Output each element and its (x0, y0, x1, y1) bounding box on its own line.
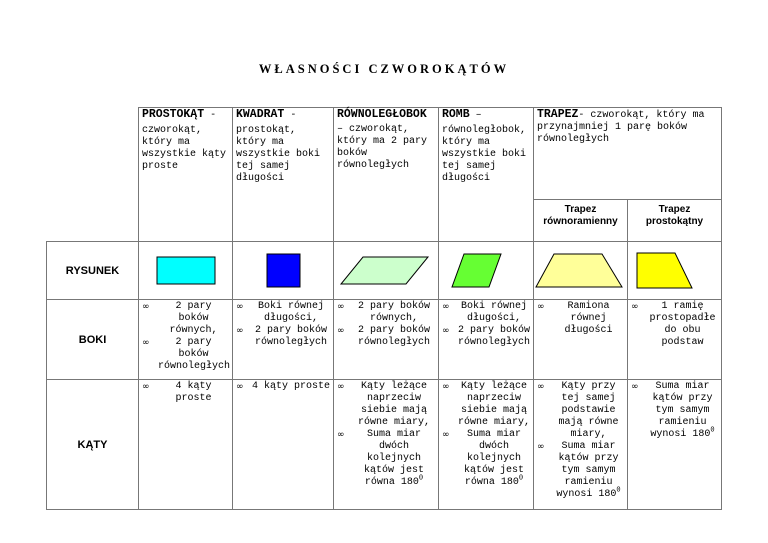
row-label-boki: BOKI (47, 300, 139, 380)
list-item (142, 381, 229, 405)
header-romb: ROMB – równoległobok, który ma wszystkie boki tej samej długości (439, 108, 534, 242)
list-item-text: 2 pary boków równych, (169, 301, 218, 336)
header-kwadrat: KWADRAT - prostokąt, który ma wszystkie boki tej samej długości (233, 108, 334, 242)
list-item (537, 301, 624, 337)
list-item (142, 301, 229, 337)
degree-mark: 0 (616, 486, 621, 495)
right-trapezoid-shape (628, 252, 722, 290)
drawing-prostokat (139, 242, 233, 300)
header-rownoleglobok: RÓWNOLEGŁOBOK – czworokąt, który ma 2 pary boków równoległych (334, 108, 439, 242)
bullet-icon: ∞ (337, 430, 345, 440)
bullet-icon: ∞ (442, 302, 450, 312)
bullet-icon: ∞ (142, 338, 150, 348)
quadrilaterals-table (46, 107, 722, 510)
katy-trapez-prostokatny (628, 380, 722, 510)
bullet-icon: ∞ (537, 442, 545, 452)
desc-rownoleglobok: – czworokąt, który ma 2 pary boków równoległych (337, 124, 428, 171)
rectangle-shape (141, 256, 231, 286)
list-item (442, 301, 530, 325)
list-item-text: Suma miar kątów przy tym samym ramieniu wynosi $180^0$ (556, 441, 621, 500)
bullet-icon: ∞ (631, 382, 639, 392)
drawing-kwadrat (233, 242, 334, 300)
list-item-text: 4 kąty proste (252, 381, 331, 392)
list-item-text: Kąty leżące naprzeciw siebie mają równe miary, (458, 381, 531, 428)
bullet-icon: ∞ (442, 382, 450, 392)
parallelogram-shape (336, 256, 436, 286)
list-item (537, 381, 624, 441)
desc-romb: równoległobok, który ma wszystkie boki tej samej długości (442, 125, 527, 184)
bullet-icon: ∞ (236, 382, 244, 392)
katy-romb (439, 380, 534, 510)
rhombus-shape (439, 253, 539, 289)
list-item-text: 1 ramię prostopadłe do obu podstaw (649, 301, 716, 348)
bullet-icon: ∞ (537, 302, 545, 312)
list-item (236, 325, 330, 349)
list-item-text: Kąty przy tej samej podstawie mają równe miary, (558, 381, 619, 440)
list-item-text: Ramiona równej długości (564, 301, 613, 336)
boki-romb (439, 300, 534, 380)
boki-prostokat (139, 300, 233, 380)
katy-rownoleglobok (334, 380, 439, 510)
list-item-text: 4 kąty proste (175, 381, 212, 404)
list-item-text: Boki równej długości, (460, 301, 527, 324)
list-item (442, 429, 530, 489)
header-trapez: TRAPEZ- czworokąt, który ma przynajmniej 1 parę boków równoległych (534, 108, 722, 200)
header-prostokat: PROSTOKĄT - czworokąt, który ma wszystkie kąty proste (139, 108, 233, 242)
drawing-trapez-prostokatny (628, 242, 722, 300)
bullet-icon: ∞ (236, 326, 244, 336)
bullet-icon: ∞ (631, 302, 639, 312)
bullet-icon: ∞ (337, 326, 345, 336)
list-item (442, 381, 530, 429)
list-item (337, 429, 435, 489)
list-item-text: 2 pary boków równoległych (458, 325, 531, 348)
list-item-text: Suma miar kątów przy tym samym ramieniu wynosi $180^0$ (650, 381, 715, 440)
drawing-romb (439, 242, 534, 300)
list-item (337, 301, 435, 325)
list-item-text: Suma miar dwóch kolejnych kątów jest równa $180^0$ (463, 429, 524, 488)
isosceles-trapezoid-shape (534, 253, 628, 289)
bullet-icon: ∞ (337, 382, 345, 392)
bullet-icon: ∞ (236, 302, 244, 312)
row-label-katy: KĄTY (47, 380, 139, 510)
list-item (442, 325, 530, 349)
list-item-text: 2 pary boków równoległych (254, 325, 327, 348)
katy-prostokat (139, 380, 233, 510)
bullet-icon: ∞ (537, 382, 545, 392)
square-shape (238, 253, 328, 289)
list-item-text: Suma miar dwóch kolejnych kątów jest równa $180^0$ (363, 429, 424, 488)
boki-trapez-prostokatny (628, 300, 722, 380)
boki-kwadrat (233, 300, 334, 380)
katy-trapez-rownoramienny (534, 380, 628, 510)
drawing-trapez-rownoramienny (534, 242, 628, 300)
drawing-rownoleglobok (334, 242, 439, 300)
list-item (631, 301, 718, 349)
header-trapez-rownoramienny: Trapez równoramienny (534, 200, 628, 242)
desc-kwadrat: prostokąt, który ma wszystkie boki tej samej długości (236, 125, 321, 184)
list-item-text: 2 pary boków równoległych (357, 325, 430, 348)
degree-mark: 0 (710, 426, 715, 435)
bullet-icon: ∞ (442, 430, 450, 440)
degree-mark: 0 (418, 474, 424, 483)
list-item (236, 381, 330, 393)
list-item-text: 2 pary boków równych, (357, 301, 430, 324)
degree-mark: 0 (518, 474, 524, 483)
list-item-text: 2 pary boków równoległych (158, 337, 231, 372)
boki-rownoleglobok (334, 300, 439, 380)
list-item (337, 325, 435, 349)
bullet-icon: ∞ (142, 382, 150, 392)
list-item-text: Kąty leżące naprzeciw siebie mają równe miary, (357, 381, 430, 428)
desc-prostokat: czworokąt, który ma wszystkie kąty proste (142, 125, 227, 172)
list-item (337, 381, 435, 429)
list-item (631, 381, 718, 441)
bullet-icon: ∞ (337, 302, 345, 312)
bullet-icon: ∞ (442, 326, 450, 336)
row-label-rysunek: RYSUNEK (47, 242, 139, 300)
list-item-text: Boki równej długości, (257, 301, 324, 324)
list-item (142, 337, 229, 373)
list-item (537, 441, 624, 501)
boki-trapez-rownoramienny (534, 300, 628, 380)
header-trapez-prostokatny: Trapez prostokątny (628, 200, 722, 242)
bullet-icon: ∞ (142, 302, 150, 312)
corner-cell (47, 108, 139, 242)
list-item (236, 301, 330, 325)
katy-kwadrat (233, 380, 334, 510)
page-title: WŁASNOŚCI CZWOROKĄTÓW (258, 62, 510, 76)
